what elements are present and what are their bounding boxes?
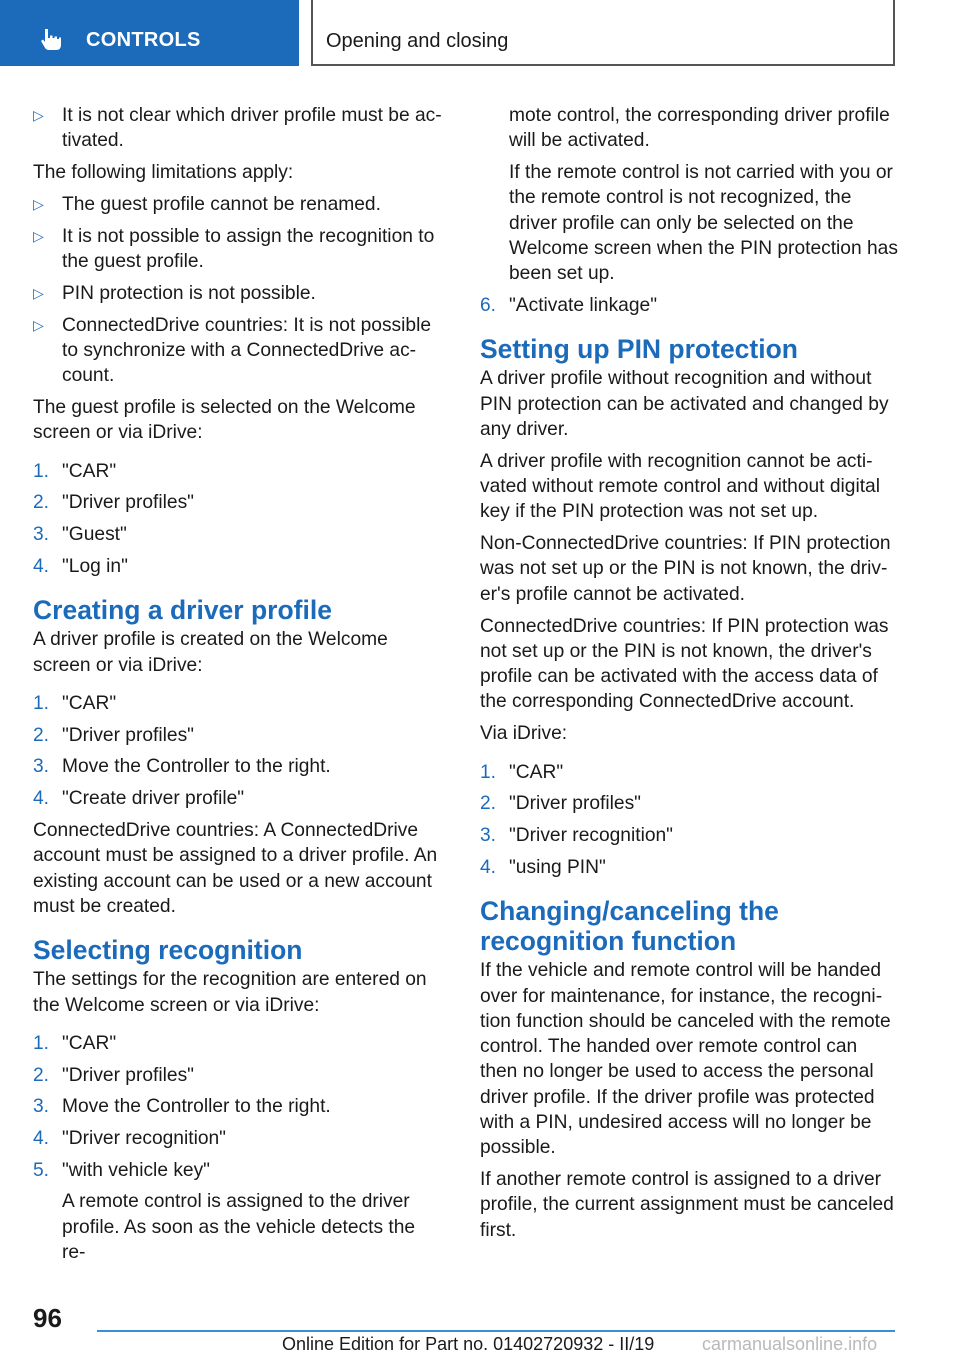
left-column xyxy=(33,103,443,1272)
bullet-item: ▷ ConnectedDrive countries: It is not possible to synchronize with a ConnectedDrive ac‐ count. xyxy=(33,314,432,387)
list-item: 4. "Log in" xyxy=(33,555,128,577)
list-item: 1. "CAR" xyxy=(480,761,564,783)
section-label: CONTROLS xyxy=(86,29,201,51)
header-divider-right xyxy=(893,0,895,66)
triangle-bullet-icon: ▷ xyxy=(33,316,44,333)
list-item: 1. "CAR" xyxy=(33,460,117,482)
section-heading: Selecting recognition xyxy=(33,935,303,966)
step-note: If the remote control is not carried with you or the remote control is not recognized, the driver profile can only be selected on the Welcome screen when the PIN protection has been set up. xyxy=(509,162,898,285)
bullet-item: ▷ It is not clear which driver profile must be ac‐ tivated. xyxy=(33,105,442,152)
paragraph: A driver profile with recognition cannot be acti‐ vated without remote control and without digital key if the PIN protection was not set up. xyxy=(480,450,880,523)
list-item: 6. "Activate linkage" xyxy=(480,295,658,317)
paragraph: The following limitations apply: xyxy=(33,162,294,184)
step-note: mote control, the corresponding driver profile will be activated. xyxy=(509,105,890,152)
list-item: 1. "CAR" xyxy=(33,692,117,714)
step-note: A remote control is assigned to the driver profile. As soon as the vehicle detects the re‐ xyxy=(62,1191,416,1263)
list-item: 2. "Driver profiles" xyxy=(33,724,194,746)
bullet-item: ▷ PIN protection is not possible. xyxy=(33,281,443,306)
paragraph: ConnectedDrive countries: If PIN protection was not set up or the PIN is not known, the driver's profile can be activated with the access data of the corresponding ConnectedDrive account. xyxy=(480,615,889,713)
list-item: 3. Move the Controller to the right. xyxy=(33,756,331,778)
paragraph: A driver profile is created on the Welcome screen or via iDrive: xyxy=(33,629,388,676)
list-item: 4. "Create driver profile" xyxy=(33,788,245,810)
list-item: 2. "Driver profiles" xyxy=(33,492,194,514)
list-item: 3. "Guest" xyxy=(33,524,127,546)
section-tab xyxy=(0,0,299,66)
list-item: 5. "with vehicle key" xyxy=(33,1160,210,1181)
page-number: 96 xyxy=(33,1303,62,1333)
header-divider xyxy=(311,0,313,66)
chapter-title: Opening and closing xyxy=(326,30,509,52)
triangle-bullet-icon: ▷ xyxy=(33,227,44,244)
header-underline xyxy=(311,64,895,66)
paragraph: ConnectedDrive countries: A ConnectedDrive account must be assigned to a driver profile. An existing account can be used or a new account must be created. xyxy=(33,820,438,917)
triangle-bullet-icon: ▷ xyxy=(33,195,44,212)
bullet-item: ▷ The guest profile cannot be renamed. xyxy=(33,192,443,217)
edition-note: Online Edition for Part no. 01402720932 - II/19 xyxy=(282,1334,655,1354)
bullet-item: ▷ It is not possible to assign the recognition to the guest profile. xyxy=(33,225,435,272)
paragraph: The settings for the recognition are entered on the Welcome screen or via iDrive: xyxy=(33,969,427,1016)
paragraph: Non-ConnectedDrive countries: If PIN protection was not set up or the PIN is not known, the driv‐ er's profile cannot be activated. xyxy=(480,533,891,605)
list-item: 3. Move the Controller to the right. xyxy=(33,1096,331,1118)
list-item: 4. "using PIN" xyxy=(480,856,606,878)
section-heading: Setting up PIN protection xyxy=(480,334,798,365)
footer-rule xyxy=(97,1330,895,1332)
watermark: carmanualsonline.info xyxy=(702,1334,878,1354)
list-item: 2. "Driver profiles" xyxy=(33,1064,194,1086)
right-column xyxy=(480,103,898,1249)
paragraph: A driver profile without recognition and without PIN protection can be activated and changed by any driver. xyxy=(480,368,889,440)
section-heading: Changing/canceling the recognition function xyxy=(480,896,779,957)
triangle-bullet-icon: ▷ xyxy=(33,284,44,301)
paragraph: Via iDrive: xyxy=(480,723,568,745)
paragraph: If the vehicle and remote control will be handed over for maintenance, for instance, the recogni‐ tion function should be canceled with the remote control. The handed over remote control can then no longer be used to access the personal driver profile. If the driver profile was protected with a PIN, undesired access will no longer be possible. xyxy=(480,960,891,1159)
list-item: 1. "CAR" xyxy=(33,1032,117,1054)
list-item: 4. "Driver recognition" xyxy=(33,1128,226,1150)
section-heading: Creating a driver profile xyxy=(33,595,332,626)
list-item: 3. "Driver recognition" xyxy=(480,825,673,847)
hand-pointer-icon xyxy=(38,26,64,52)
list-item: 2. "Driver profiles" xyxy=(480,793,641,815)
paragraph: If another remote control is assigned to a driver profile, the current assignment must be canceled first. xyxy=(480,1169,894,1241)
triangle-bullet-icon: ▷ xyxy=(33,107,44,123)
paragraph: The guest profile is selected on the Welcome screen or via iDrive: xyxy=(33,396,416,444)
